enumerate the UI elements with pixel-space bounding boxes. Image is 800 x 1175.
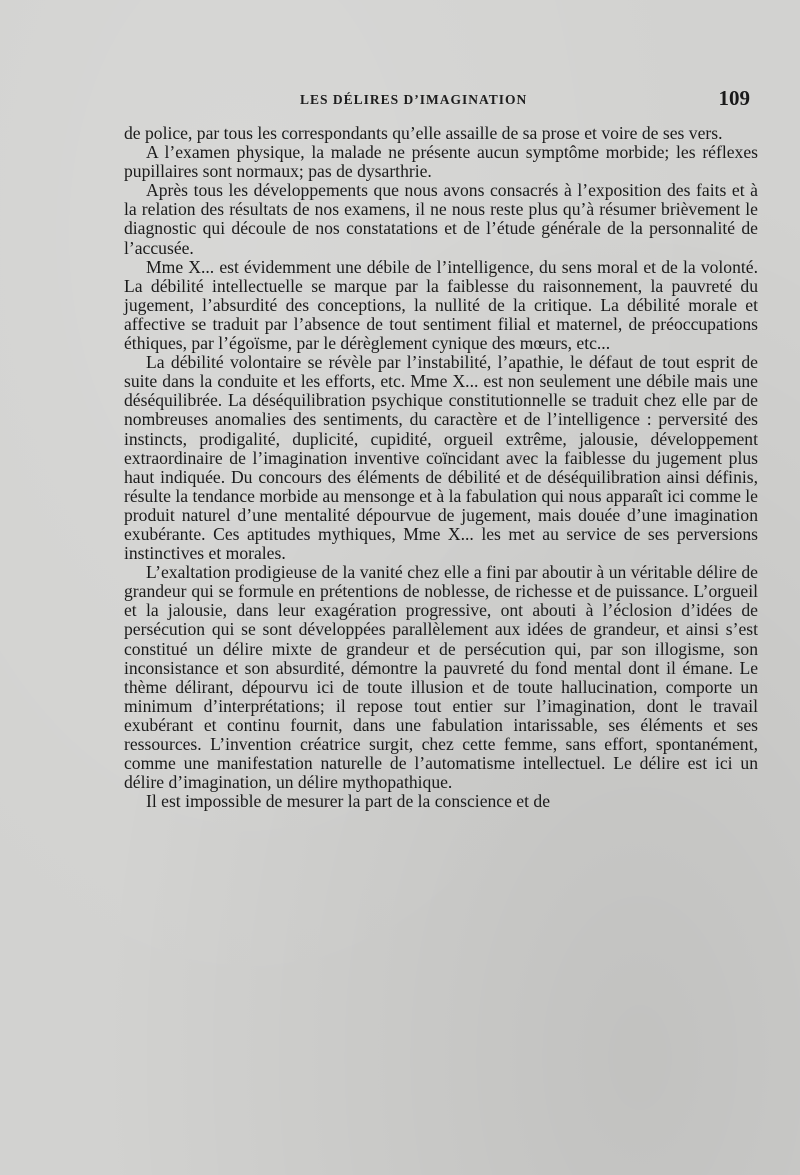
paragraph: Il est impossible de mesurer la part de la conscience et de <box>146 791 551 812</box>
paragraph: La débilité volontaire se révèle par l’instabilité, l’apathie, le défaut de tout esprit de suite dans la conduite et les efforts, etc. Mme X... est non seulement une débile mais une déséquilibrée. La déséquilibration psychique constitutionnelle se traduit chez elle par de nombreuses anomalies des sentiments, du caractère et de l’intelligence : perversité des instincts, prodigalité, duplicité, cupidité, orgueil extrême, jalousie, développement extraordinaire de l’imagination inventive coïncidant avec la faiblesse du jugement plus haut indiquée. Du concours des éléments de débilité et de déséquilibration ainsi définis, résulte la tendance morbide au mensonge et à la fabulation qui nous apparaît ici comme le produit naturel d’une mentalité dépourvue de jugement, mais douée d’une imagination exubérante. Ces aptitudes mythiques, Mme X... les met au service de ses perversions instinctives et morales. <box>124 352 758 564</box>
page-header <box>120 86 760 116</box>
paragraph: A l’examen physique, la malade ne présente aucun symptôme morbide; les réflexes pupillaires sont normaux; pas de dysarthrie. <box>124 142 758 182</box>
page-number: 109 <box>718 86 750 110</box>
paragraph: Après tous les développements que nous avons consacrés à l’exposition des faits et à la relation des résultats de nos examens, il ne nous reste plus qu’à résumer brièvement le diagnostic qui découle de nos constatations et de l’étude générale de la personnalité de l’accusée. <box>124 180 758 258</box>
paragraph: de police, par tous les correspondants qu’elle assaille de sa prose et voire de ses vers. <box>124 123 723 143</box>
running-title: LES DÉLIRES D’IMAGINATION <box>300 92 528 107</box>
paragraph: L’exaltation prodigieuse de la vanité chez elle a fini par aboutir à un véritable délire de grandeur qui se formule en prétentions de noblesse, de richesse et de puissance. L’orgueil et la jalousie, dans leur exagération progressive, ont abouti à l’éclosion d’idées de persécution qui se sont développées parallèlement aux idées de grandeur, et ainsi s’est constitué un délire mixte de grandeur et de persécution qui, par son illogisme, son inconsistance et son absurdité, démontre la pauvreté du fond mental dont il émane. Le thème délirant, dépourvu ici de toute illusion et de toute hallucination, comporte un minimum d’interprétations; il repose tout entier sur l’imagination, dont le travail exubérant et continu fournit, dans une fabulation intarissable, ses éléments et ses ressources. L’invention créatrice surgit, chez cette femme, sans effort, spontanément, comme une manifestation naturelle de l’automatisme intellectuel. Le délire est ici un délire d’imagination, un délire mythopathique. <box>124 562 758 793</box>
body-text <box>124 124 758 811</box>
paragraph: Mme X... est évidemment une débile de l’intelligence, du sens moral et de la volonté. La débilité intellectuelle se marque par la faiblesse du raisonnement, la pauvreté du jugement, l’absurdité des conceptions, la nullité de la critique. La débilité morale et affective se traduit par l’absence de tout sentiment filial et maternel, de préoccupations éthiques, par l’égoïsme, par le dérèglement cynique des mœurs, etc... <box>124 256 758 354</box>
